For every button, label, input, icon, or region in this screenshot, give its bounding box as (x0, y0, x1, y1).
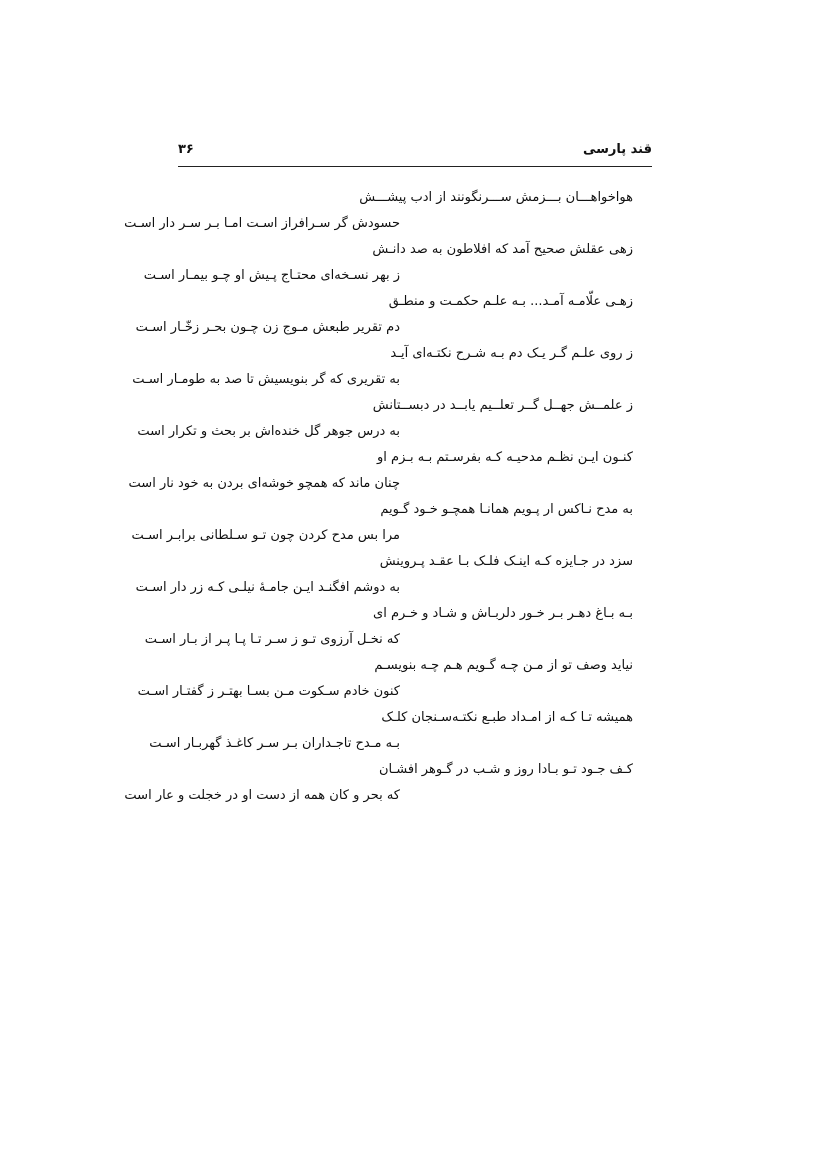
first-hemistich: بـه بـاغ دهـر بـر خـور دلربـاش و شـاد و خـرم ای (373, 606, 633, 621)
first-hemistich: به مدح نـاکس ار پـویم همانـا همچـو خـود گـویم (380, 502, 633, 517)
couplet (0, 393, 826, 445)
poem-body (0, 185, 826, 809)
couplet (0, 601, 826, 653)
second-hemistich: به دوشم افگنـد ایـن جامـهٔ نیلـی کـه زر دار اسـت (135, 580, 400, 595)
running-title: قند پارسی (582, 142, 652, 157)
couplet (0, 289, 826, 341)
second-hemistich: که نخـل آرزوی تـو ز سـر تـا پـا پـر از بـار اسـت (144, 632, 400, 647)
couplet (0, 549, 826, 601)
couplet (0, 705, 826, 757)
couplet (0, 497, 826, 549)
couplet (0, 237, 826, 289)
page-number: ۳۶ (178, 142, 194, 157)
first-hemistich: ز علمــش جهــل گــر تعلــیم یابــد در دبســتانش (372, 398, 633, 413)
first-hemistich: نیاید وصف تو از مـن چـه گـویم هـم چـه بنویسـم (374, 658, 633, 673)
second-hemistich: دم تقریر طبعش مـوج زن چـون بحـر زخّـار اسـت (135, 320, 400, 335)
couplet (0, 757, 826, 809)
first-hemistich: کنـون ایـن نظـم مدحیـه کـه بفرسـتم بـه بـزم او (377, 450, 633, 465)
second-hemistich: مرا بس مدح کردن چون تـو سـلطانی برابـر اسـت (131, 528, 400, 543)
second-hemistich: به تقریری که گر بنویسیش تا صد به طومـار اسـت (132, 372, 400, 387)
first-hemistich: ز روی علـم گـر یـک دم بـه شـرح نکتـه‌ای آیـد (390, 346, 633, 361)
couplet (0, 445, 826, 497)
first-hemistich: زهی عقلش صحیح آمد که افلاطون به صد دانـش (372, 242, 633, 257)
couplet (0, 653, 826, 705)
first-hemistich: زهـی علّامـه آمـد... بـه علـم حکمـت و منطـق (388, 294, 633, 309)
second-hemistich: کنون خادم سـکوت مـن بسـا بهتـر ز گفتـار اسـت (137, 684, 400, 699)
second-hemistich: چنان ماند که همچو خوشه‌ای بردن به خود نار است (128, 476, 400, 491)
second-hemistich: ز بهر نسـخه‌ای محتـاج پـیش او چـو بیمـار اسـت (143, 268, 400, 283)
first-hemistich: کـف جـود تـو بـادا روز و شـب در گـوهر افشـان (378, 762, 633, 777)
page-header (178, 138, 652, 167)
second-hemistich: بـه مـدح تاجـداران بـر سـر کاغـذ گهربـار اسـت (149, 736, 400, 751)
couplet (0, 341, 826, 393)
couplet (0, 185, 826, 237)
second-hemistich: به درس جوهر گل خنده‌اش بر بحث و تکرار است (137, 424, 400, 439)
second-hemistich: که بحر و کان همه از دست او در خجلت و عار است (124, 788, 400, 803)
first-hemistich: سزد در جـایزه کـه اینـک فلـک بـا عقـد پـروینش (379, 554, 633, 569)
second-hemistich: حسودش گر سـرافراز اسـت امـا بـر سـر دار اسـت (124, 216, 400, 231)
first-hemistich: هواخواهـــان بـــزمش ســـرنگونند از ادب پیشـــش (359, 190, 633, 205)
first-hemistich: همیشه تـا کـه از امـداد طبـع نکتـه‌سـنجان کلـک (381, 710, 633, 725)
